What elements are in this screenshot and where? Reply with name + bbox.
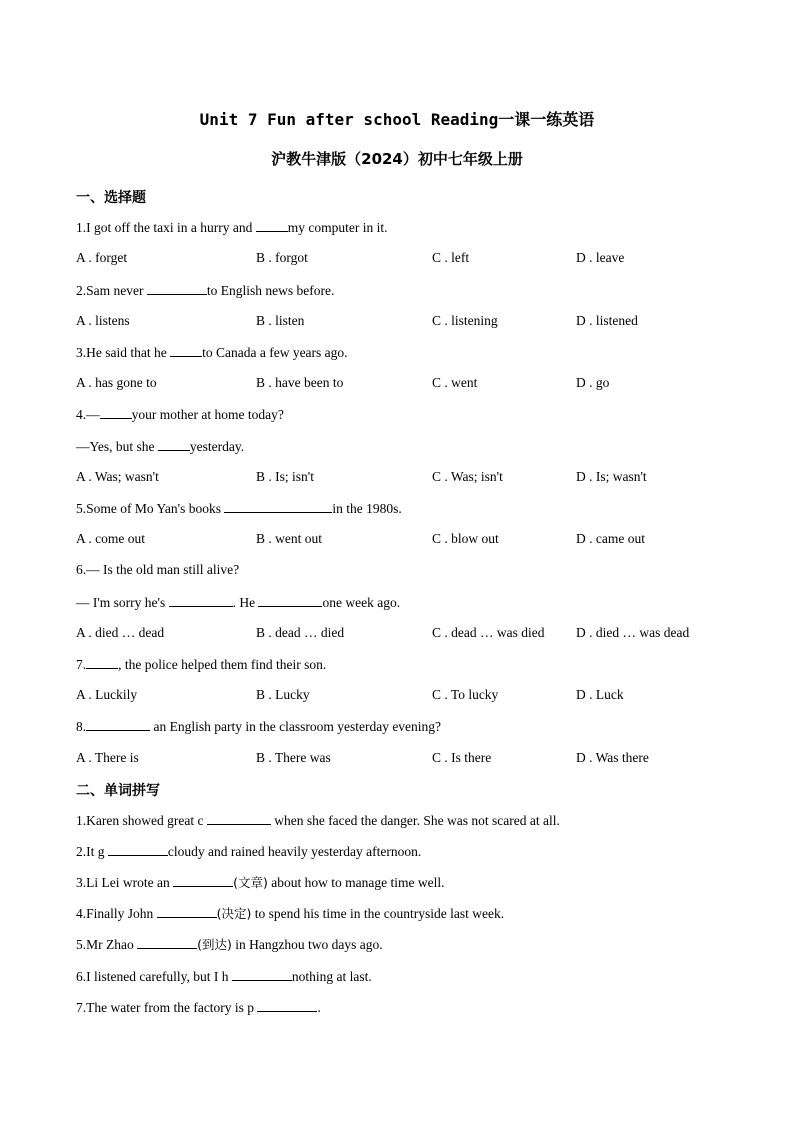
answer-blank bbox=[108, 843, 168, 856]
answer-blank bbox=[100, 406, 132, 419]
option-b: B . listen bbox=[256, 313, 305, 328]
answer-blank bbox=[169, 594, 233, 607]
chinese-hint: (文章) bbox=[233, 875, 268, 890]
option-d: D . came out bbox=[576, 531, 645, 546]
title-chinese: 一课一练英语 bbox=[498, 110, 595, 129]
option-d: D . listened bbox=[576, 313, 638, 328]
option-b: B . There was bbox=[256, 750, 331, 765]
option-d: D . Is; wasn't bbox=[576, 469, 647, 484]
spelling-item-4: 4.Finally John (决定) to spend his time in the countryside last week. bbox=[76, 906, 505, 921]
option-c: C . went bbox=[432, 375, 478, 390]
answer-blank bbox=[224, 500, 332, 513]
question-7: 7. , the police helped them find their son. bbox=[76, 657, 327, 672]
question-3: 3.He said that he to Canada a few years ago. bbox=[76, 345, 348, 360]
question-4: 4.— your mother at home today? bbox=[76, 407, 284, 422]
option-a: A . forget bbox=[76, 250, 128, 265]
option-c: C . Is there bbox=[432, 750, 492, 765]
option-c: C . blow out bbox=[432, 531, 499, 546]
option-c: C . dead … was died bbox=[432, 625, 545, 640]
answer-blank bbox=[257, 999, 317, 1012]
question-8: 8. an English party in the classroom yesterday evening? bbox=[76, 719, 442, 734]
section-heading-spelling: 二、单词拼写 bbox=[76, 783, 160, 799]
option-c: C . Was; isn't bbox=[432, 469, 503, 484]
section-heading-choice: 一、选择题 bbox=[76, 190, 146, 206]
options-1 bbox=[76, 250, 756, 266]
option-b: B . have been to bbox=[256, 375, 344, 390]
option-b: B . dead … died bbox=[256, 625, 345, 640]
option-c: C . listening bbox=[432, 313, 498, 328]
spelling-item-2: 2.It g cloudy and rained heavily yesterday afternoon. bbox=[76, 844, 422, 859]
answer-blank bbox=[158, 438, 190, 451]
answer-blank bbox=[232, 968, 292, 981]
option-b: B . Lucky bbox=[256, 687, 310, 702]
option-a: A . died … dead bbox=[76, 625, 165, 640]
answer-blank bbox=[147, 282, 207, 295]
options-3 bbox=[76, 375, 756, 391]
option-d: D . Luck bbox=[576, 687, 624, 702]
option-b: B . went out bbox=[256, 531, 322, 546]
question-6-response: — I'm sorry he's . He one week ago. bbox=[76, 595, 401, 610]
option-b: B . forgot bbox=[256, 250, 308, 265]
options-8 bbox=[76, 750, 756, 766]
chinese-hint: (决定) bbox=[216, 906, 252, 921]
option-c: C . left bbox=[432, 250, 470, 265]
option-c: C . To lucky bbox=[432, 687, 499, 702]
options-4 bbox=[76, 469, 756, 485]
options-7 bbox=[76, 687, 756, 703]
question-1: 1.I got off the taxi in a hurry and my computer in it. bbox=[76, 220, 388, 235]
title-english: Unit 7 Fun after school Reading bbox=[199, 110, 499, 129]
spelling-item-6: 6.I listened carefully, but I h nothing at last. bbox=[76, 969, 372, 984]
question-6: 6.— Is the old man still alive? bbox=[76, 562, 240, 577]
answer-blank bbox=[256, 219, 288, 232]
options-5 bbox=[76, 531, 756, 547]
options-6 bbox=[76, 625, 756, 641]
question-2: 2.Sam never to English news before. bbox=[76, 283, 335, 298]
answer-blank bbox=[207, 812, 271, 825]
option-b: B . Is; isn't bbox=[256, 469, 314, 484]
chinese-hint: (到达) bbox=[197, 937, 232, 952]
option-a: A . has gone to bbox=[76, 375, 157, 390]
option-a: A . There is bbox=[76, 750, 139, 765]
answer-blank bbox=[170, 344, 202, 357]
spelling-item-7: 7.The water from the factory is p . bbox=[76, 1000, 321, 1015]
page-title bbox=[0, 107, 794, 130]
option-d: D . died … was dead bbox=[576, 625, 690, 640]
option-a: A . come out bbox=[76, 531, 145, 546]
spelling-item-5: 5.Mr Zhao (到达) in Hangzhou two days ago. bbox=[76, 937, 383, 952]
option-a: A . Luckily bbox=[76, 687, 138, 702]
answer-blank bbox=[157, 905, 217, 918]
question-5: 5.Some of Mo Yan's books in the 1980s. bbox=[76, 501, 402, 516]
spelling-item-3: 3.Li Lei wrote an (文章) about how to manage time well. bbox=[76, 875, 445, 890]
spelling-item-1: 1.Karen showed great c when she faced the danger. She was not scared at all. bbox=[76, 813, 560, 828]
answer-blank bbox=[173, 874, 233, 887]
answer-blank bbox=[137, 936, 197, 949]
answer-blank bbox=[86, 718, 150, 731]
question-4-response: —Yes, but she yesterday. bbox=[76, 439, 245, 454]
answer-blank bbox=[86, 656, 118, 669]
option-a: A . Was; wasn't bbox=[76, 469, 159, 484]
option-a: A . listens bbox=[76, 313, 130, 328]
answer-blank bbox=[258, 594, 322, 607]
option-d: D . go bbox=[576, 375, 610, 390]
page-subtitle: 沪教牛津版（2024）初中七年级上册 bbox=[271, 150, 523, 168]
options-2 bbox=[76, 313, 756, 329]
option-d: D . leave bbox=[576, 250, 625, 265]
option-d: D . Was there bbox=[576, 750, 649, 765]
